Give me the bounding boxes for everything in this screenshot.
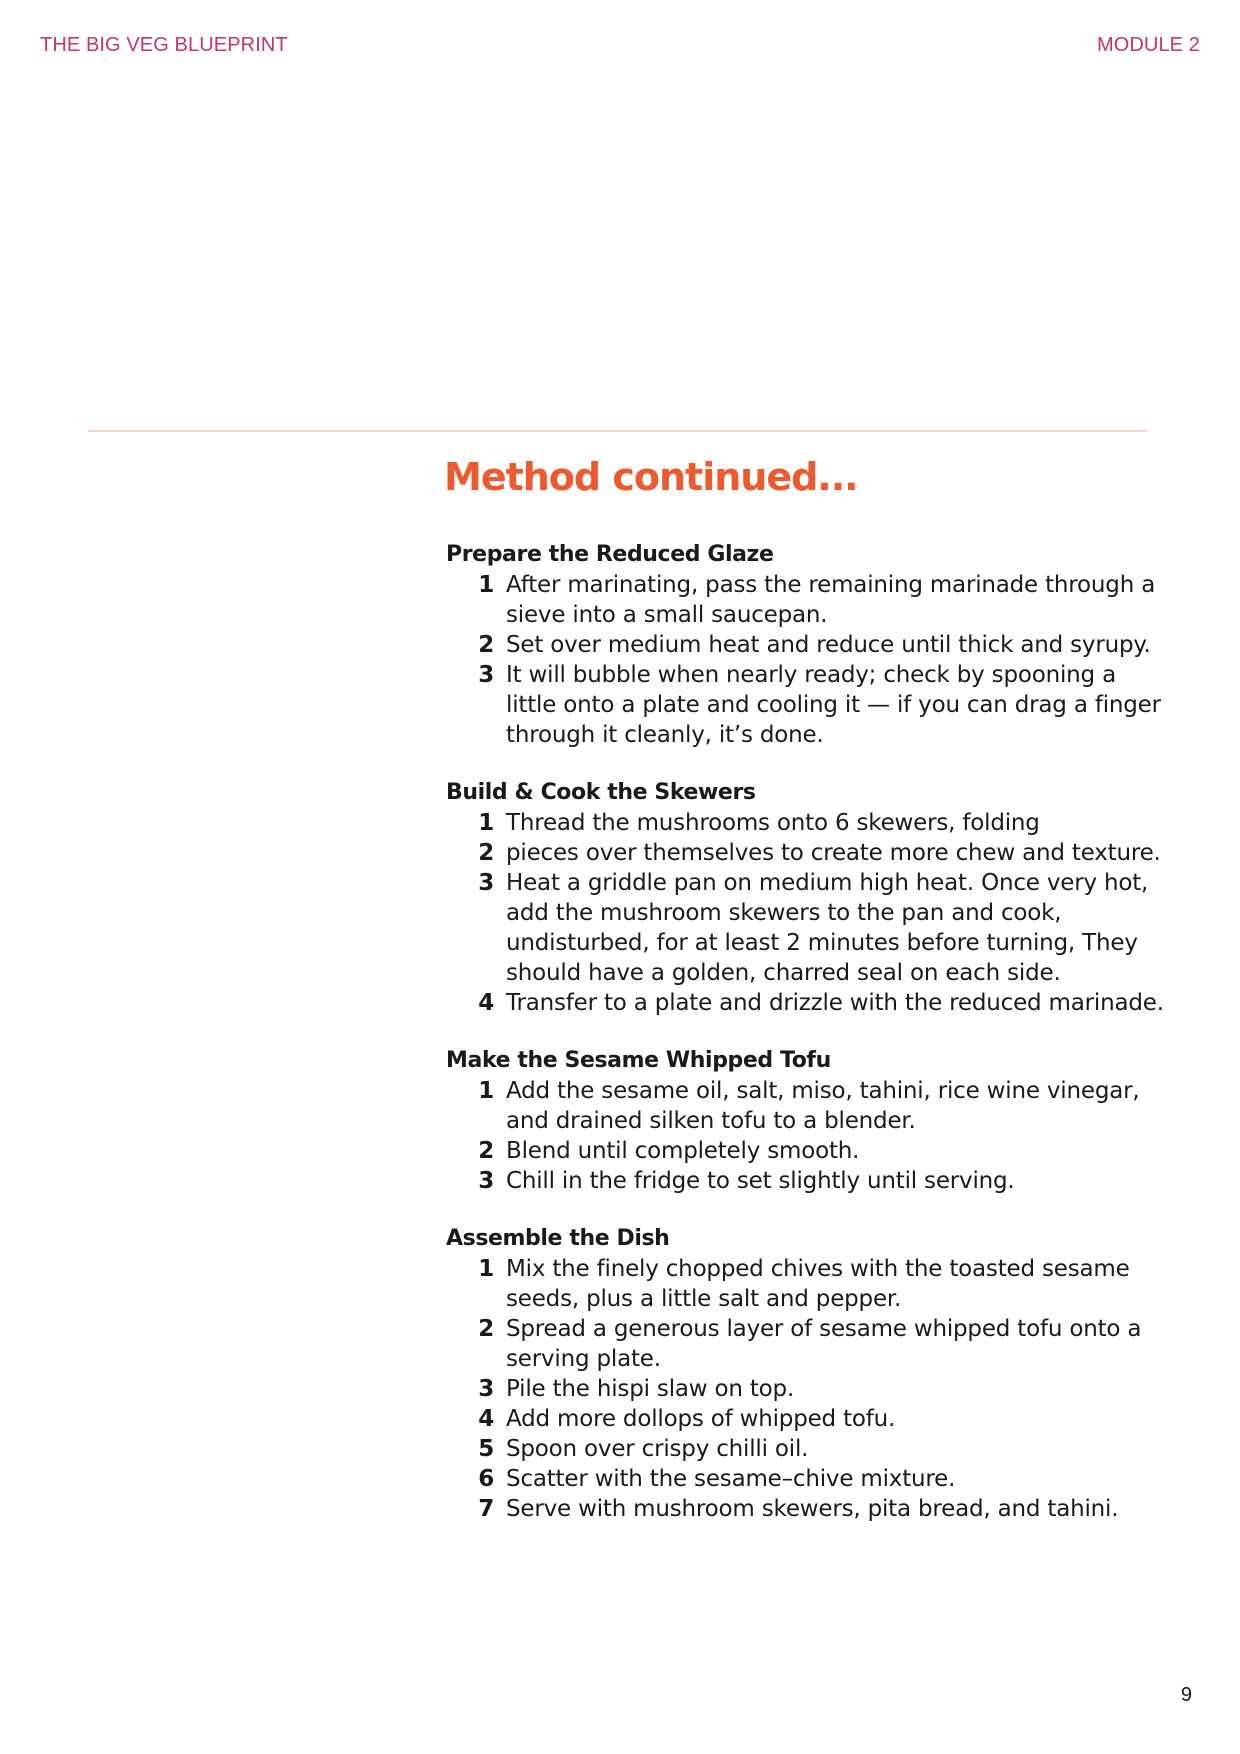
step-number: 1 <box>478 1256 494 1282</box>
method-content <box>444 452 1164 1552</box>
page-number: 9 <box>1180 1684 1192 1706</box>
step-number: 2 <box>478 1138 494 1164</box>
step-item <box>444 570 1164 630</box>
step-item <box>444 988 1164 1018</box>
step-item <box>444 630 1164 660</box>
section-whipped-tofu <box>444 1046 1164 1196</box>
step-number: 2 <box>478 840 494 866</box>
step-number: 1 <box>478 810 494 836</box>
step-item <box>444 1494 1164 1524</box>
step-number: 7 <box>478 1496 494 1522</box>
step-item <box>444 1434 1164 1464</box>
page-title: Method continued... <box>444 455 858 499</box>
step-text: Spread a generous layer of sesame whipped tofu onto a serving plate. <box>506 1316 1142 1372</box>
step-item <box>444 808 1164 838</box>
step-item <box>444 1404 1164 1434</box>
step-text: Thread the mushrooms onto 6 skewers, folding <box>506 810 1040 836</box>
step-item <box>444 868 1164 988</box>
step-text: Transfer to a plate and drizzle with the reduced marinade. <box>506 990 1164 1016</box>
step-item <box>444 1254 1164 1314</box>
step-text: Scatter with the sesame–chive mixture. <box>506 1466 956 1492</box>
section-divider <box>88 430 1146 432</box>
section-reduced-glaze <box>444 540 1164 750</box>
step-number: 2 <box>478 632 494 658</box>
step-list <box>444 570 1164 750</box>
step-list <box>444 808 1164 1018</box>
step-number: 1 <box>478 1078 494 1104</box>
running-header-module: MODULE 2 <box>1096 34 1200 56</box>
step-text: Set over medium heat and reduce until thick and syrupy. <box>506 632 1151 658</box>
step-item <box>444 1076 1164 1136</box>
step-number: 6 <box>478 1466 494 1492</box>
step-text: Blend until completely smooth. <box>506 1138 860 1164</box>
step-text: Chill in the fridge to set slightly until serving. <box>506 1168 1015 1194</box>
step-list <box>444 1076 1164 1196</box>
step-item <box>444 1166 1164 1196</box>
step-item <box>444 1314 1164 1374</box>
step-text: Spoon over crispy chilli oil. <box>506 1436 809 1462</box>
step-text: Add more dollops of whipped tofu. <box>506 1406 896 1432</box>
step-text: pieces over themselves to create more chew and texture. <box>506 840 1161 866</box>
step-number: 3 <box>478 662 494 688</box>
step-text: After marinating, pass the remaining marinade through a sieve into a small saucepan. <box>506 572 1156 628</box>
section-cook-skewers <box>444 778 1164 1018</box>
step-item <box>444 1374 1164 1404</box>
step-number: 3 <box>478 870 494 896</box>
step-item <box>444 838 1164 868</box>
step-number: 4 <box>478 1406 494 1432</box>
step-number: 1 <box>478 572 494 598</box>
step-text: Heat a griddle pan on medium high heat. Once very hot, add the mushroom skewers to the pan and cook, undisturbed, for at least 2 minutes before turning, They should have a golden, charred seal on each side. <box>506 870 1149 986</box>
step-text: It will bubble when nearly ready; check by spooning a little onto a plate and cooling it — if you can drag a finger through it cleanly, it’s done. <box>506 662 1161 748</box>
section-assemble-dish <box>444 1224 1164 1524</box>
section-heading: Make the Sesame Whipped Tofu <box>446 1048 831 1073</box>
section-heading: Prepare the Reduced Glaze <box>446 542 774 567</box>
section-heading: Assemble the Dish <box>446 1226 670 1251</box>
step-text: Add the sesame oil, salt, miso, tahini, rice wine vinegar, and drained silken tofu to a blender. <box>506 1078 1140 1134</box>
step-list <box>444 1254 1164 1524</box>
step-number: 2 <box>478 1316 494 1342</box>
step-text: Mix the finely chopped chives with the toasted sesame seeds, plus a little salt and pepper. <box>506 1256 1130 1312</box>
step-number: 3 <box>478 1168 494 1194</box>
step-item <box>444 1136 1164 1166</box>
section-heading: Build & Cook the Skewers <box>446 780 756 805</box>
running-header-title: THE BIG VEG BLUEPRINT <box>40 34 288 56</box>
step-text: Pile the hispi slaw on top. <box>506 1376 795 1402</box>
step-item <box>444 660 1164 750</box>
step-text: Serve with mushroom skewers, pita bread, and tahini. <box>506 1496 1119 1522</box>
step-number: 4 <box>478 990 494 1016</box>
step-number: 5 <box>478 1436 494 1462</box>
step-number: 3 <box>478 1376 494 1402</box>
step-item <box>444 1464 1164 1494</box>
